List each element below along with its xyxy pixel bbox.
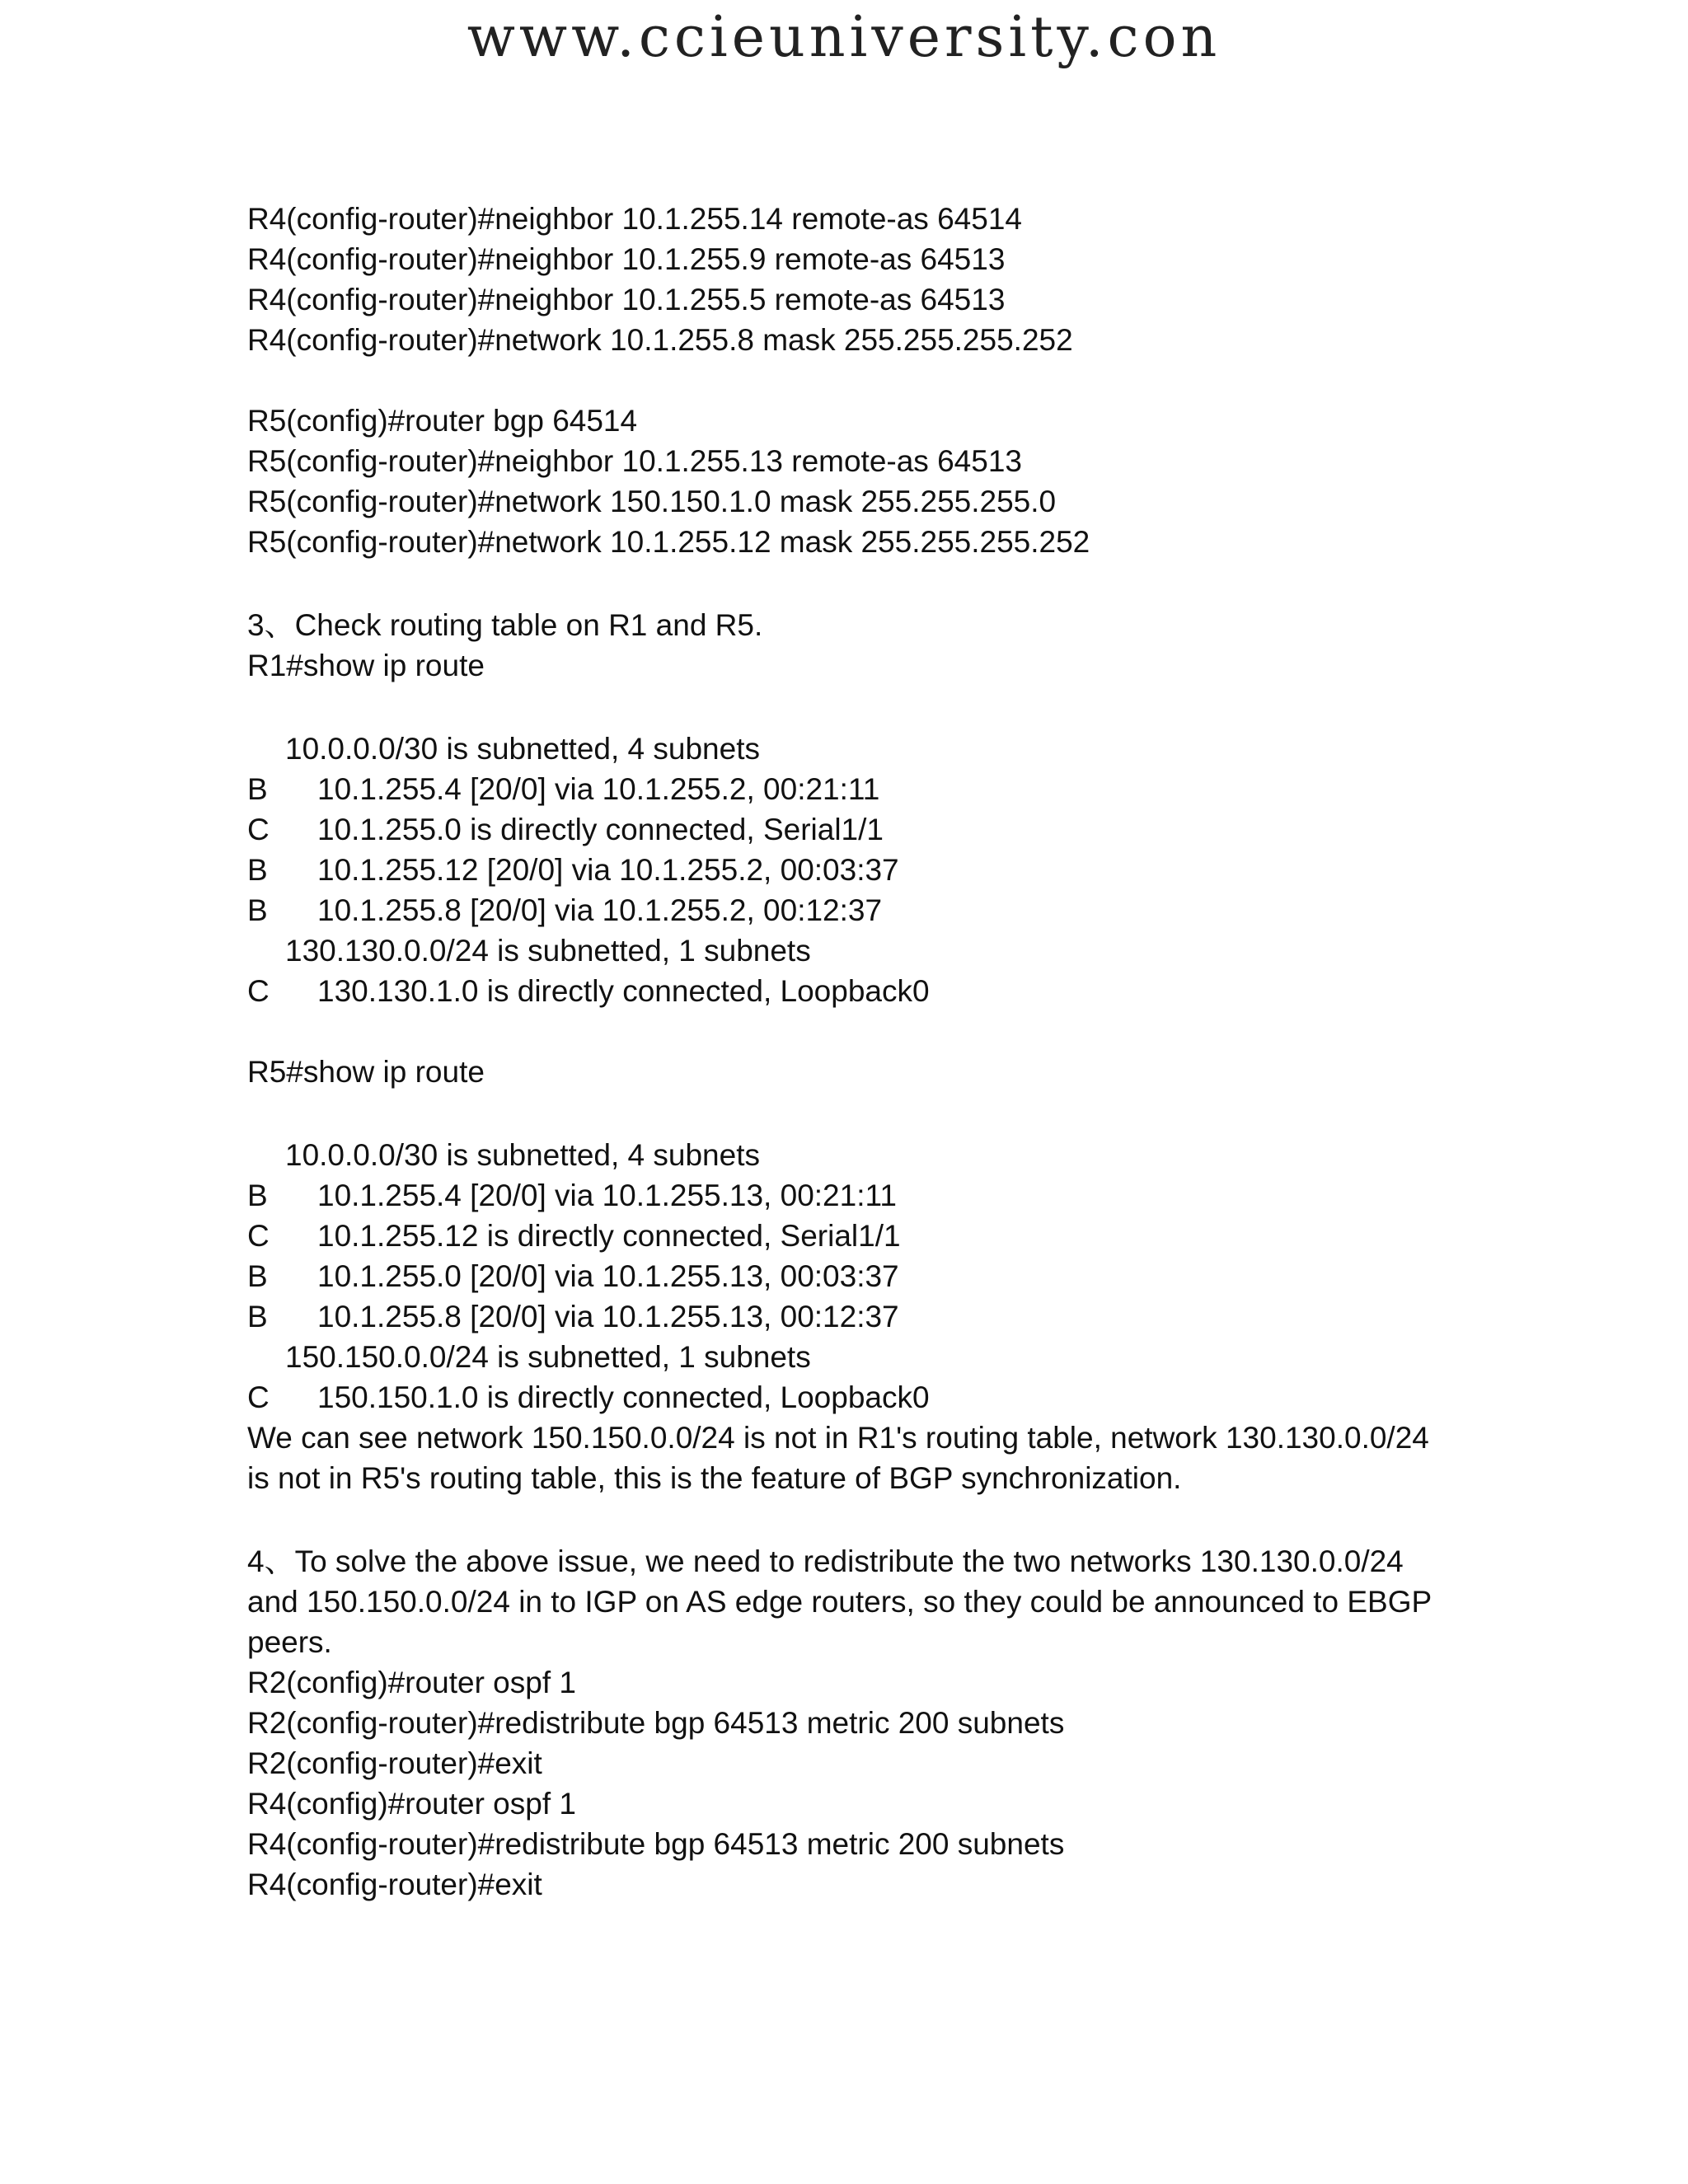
config-line: R5(config-router)#network 150.150.1.0 mask 255.255.255.0 [247, 485, 1057, 518]
site-header: www.ccieuniversity.con [467, 5, 1221, 70]
route-code: B [247, 772, 268, 806]
route-entry [247, 1216, 1451, 1256]
config-line: R4(config-router)#neighbor 10.1.255.14 remote-as 64514 [247, 202, 1022, 236]
route-code: B [247, 853, 268, 887]
route-entry [247, 1256, 1451, 1296]
route-summary: 10.0.0.0/30 is subnetted, 4 subnets [285, 732, 760, 766]
config-line: R2(config)#router ospf 1 [247, 1666, 576, 1699]
conclusion-text: is not in R5's routing table, this is the feature of BGP synchronization. [247, 1461, 1182, 1495]
route-text: 10.1.255.4 [20/0] via 10.1.255.13, 00:21:11 [317, 1179, 897, 1212]
route-code: B [247, 1300, 268, 1333]
route-text: 10.1.255.8 [20/0] via 10.1.255.13, 00:12:37 [317, 1300, 899, 1333]
route-entry [247, 890, 1451, 930]
route-summary: 130.130.0.0/24 is subnetted, 1 subnets [285, 934, 811, 968]
spacer [247, 360, 1451, 401]
route-summary: 10.0.0.0/30 is subnetted, 4 subnets [285, 1138, 760, 1172]
config-line: R4(config)#router ospf 1 [247, 1787, 576, 1821]
document-body [247, 199, 1451, 1905]
r4-bgp-config [247, 199, 1451, 360]
spacer [247, 1092, 1451, 1135]
route-text: 10.1.255.0 [20/0] via 10.1.255.13, 00:03:37 [317, 1259, 899, 1293]
config-line: R2(config-router)#redistribute bgp 64513 metric 200 subnets [247, 1706, 1065, 1740]
route-text: 10.1.255.12 [20/0] via 10.1.255.2, 00:03:37 [317, 853, 899, 887]
spacer [247, 1498, 1451, 1541]
route-entry [247, 1377, 1451, 1418]
config-line: R5(config-router)#neighbor 10.1.255.13 remote-as 64513 [247, 444, 1022, 478]
step-text: 4、To solve the above issue, we need to redistribute the two networks 130.130.0.0/24 [247, 1544, 1404, 1578]
step-heading: 3、Check routing table on R1 and R5. [247, 608, 763, 642]
config-line: R4(config-router)#redistribute bgp 64513 metric 200 subnets [247, 1827, 1065, 1861]
route-code: B [247, 893, 268, 927]
route-code: B [247, 1259, 268, 1293]
config-line: R5(config-router)#network 10.1.255.12 mask 255.255.255.252 [247, 525, 1090, 559]
route-entry [247, 809, 1451, 850]
r5-routing-table [247, 1135, 1451, 1418]
route-text: 10.1.255.8 [20/0] via 10.1.255.2, 00:12:37 [317, 893, 883, 927]
step-text: peers. [247, 1625, 332, 1659]
route-text: 150.150.1.0 is directly connected, Loopback0 [317, 1380, 930, 1414]
config-line: R4(config-router)#neighbor 10.1.255.5 remote-as 64513 [247, 283, 1006, 316]
config-line: R5(config)#router bgp 64514 [247, 404, 638, 438]
r1-routing-table [247, 729, 1451, 1011]
r5-bgp-config [247, 401, 1451, 562]
spacer [247, 686, 1451, 729]
route-code: B [247, 1179, 268, 1212]
route-code: C [247, 974, 270, 1008]
route-entry [247, 850, 1451, 890]
route-entry [247, 1175, 1451, 1216]
route-entry [247, 971, 1451, 1011]
route-summary: 150.150.0.0/24 is subnetted, 1 subnets [285, 1340, 811, 1374]
route-code: C [247, 1219, 270, 1253]
route-entry [247, 769, 1451, 809]
route-entry [247, 1296, 1451, 1337]
command-line: R1#show ip route [247, 649, 485, 682]
command-line: R5#show ip route [247, 1055, 485, 1089]
spacer [247, 1011, 1451, 1052]
step-3-section [247, 605, 1451, 1498]
route-code: C [247, 813, 270, 846]
conclusion-text: We can see network 150.150.0.0/24 is not in R1's routing table, network 130.130.0.0/24 [247, 1421, 1429, 1455]
config-line: R4(config-router)#network 10.1.255.8 mask 255.255.255.252 [247, 323, 1073, 357]
route-code: C [247, 1380, 270, 1414]
config-line: R4(config-router)#neighbor 10.1.255.9 remote-as 64513 [247, 242, 1006, 276]
step-4-section [247, 1541, 1451, 1905]
route-text: 130.130.1.0 is directly connected, Loopback0 [317, 974, 930, 1008]
step-text: and 150.150.0.0/24 in to IGP on AS edge routers, so they could be announced to EBGP [247, 1585, 1432, 1619]
config-line: R4(config-router)#exit [247, 1868, 542, 1901]
route-text: 10.1.255.12 is directly connected, Serial1/1 [317, 1219, 901, 1253]
spacer [247, 562, 1451, 605]
config-line: R2(config-router)#exit [247, 1746, 542, 1780]
route-text: 10.1.255.4 [20/0] via 10.1.255.2, 00:21:11 [317, 772, 880, 806]
route-text: 10.1.255.0 is directly connected, Serial1/1 [317, 813, 884, 846]
